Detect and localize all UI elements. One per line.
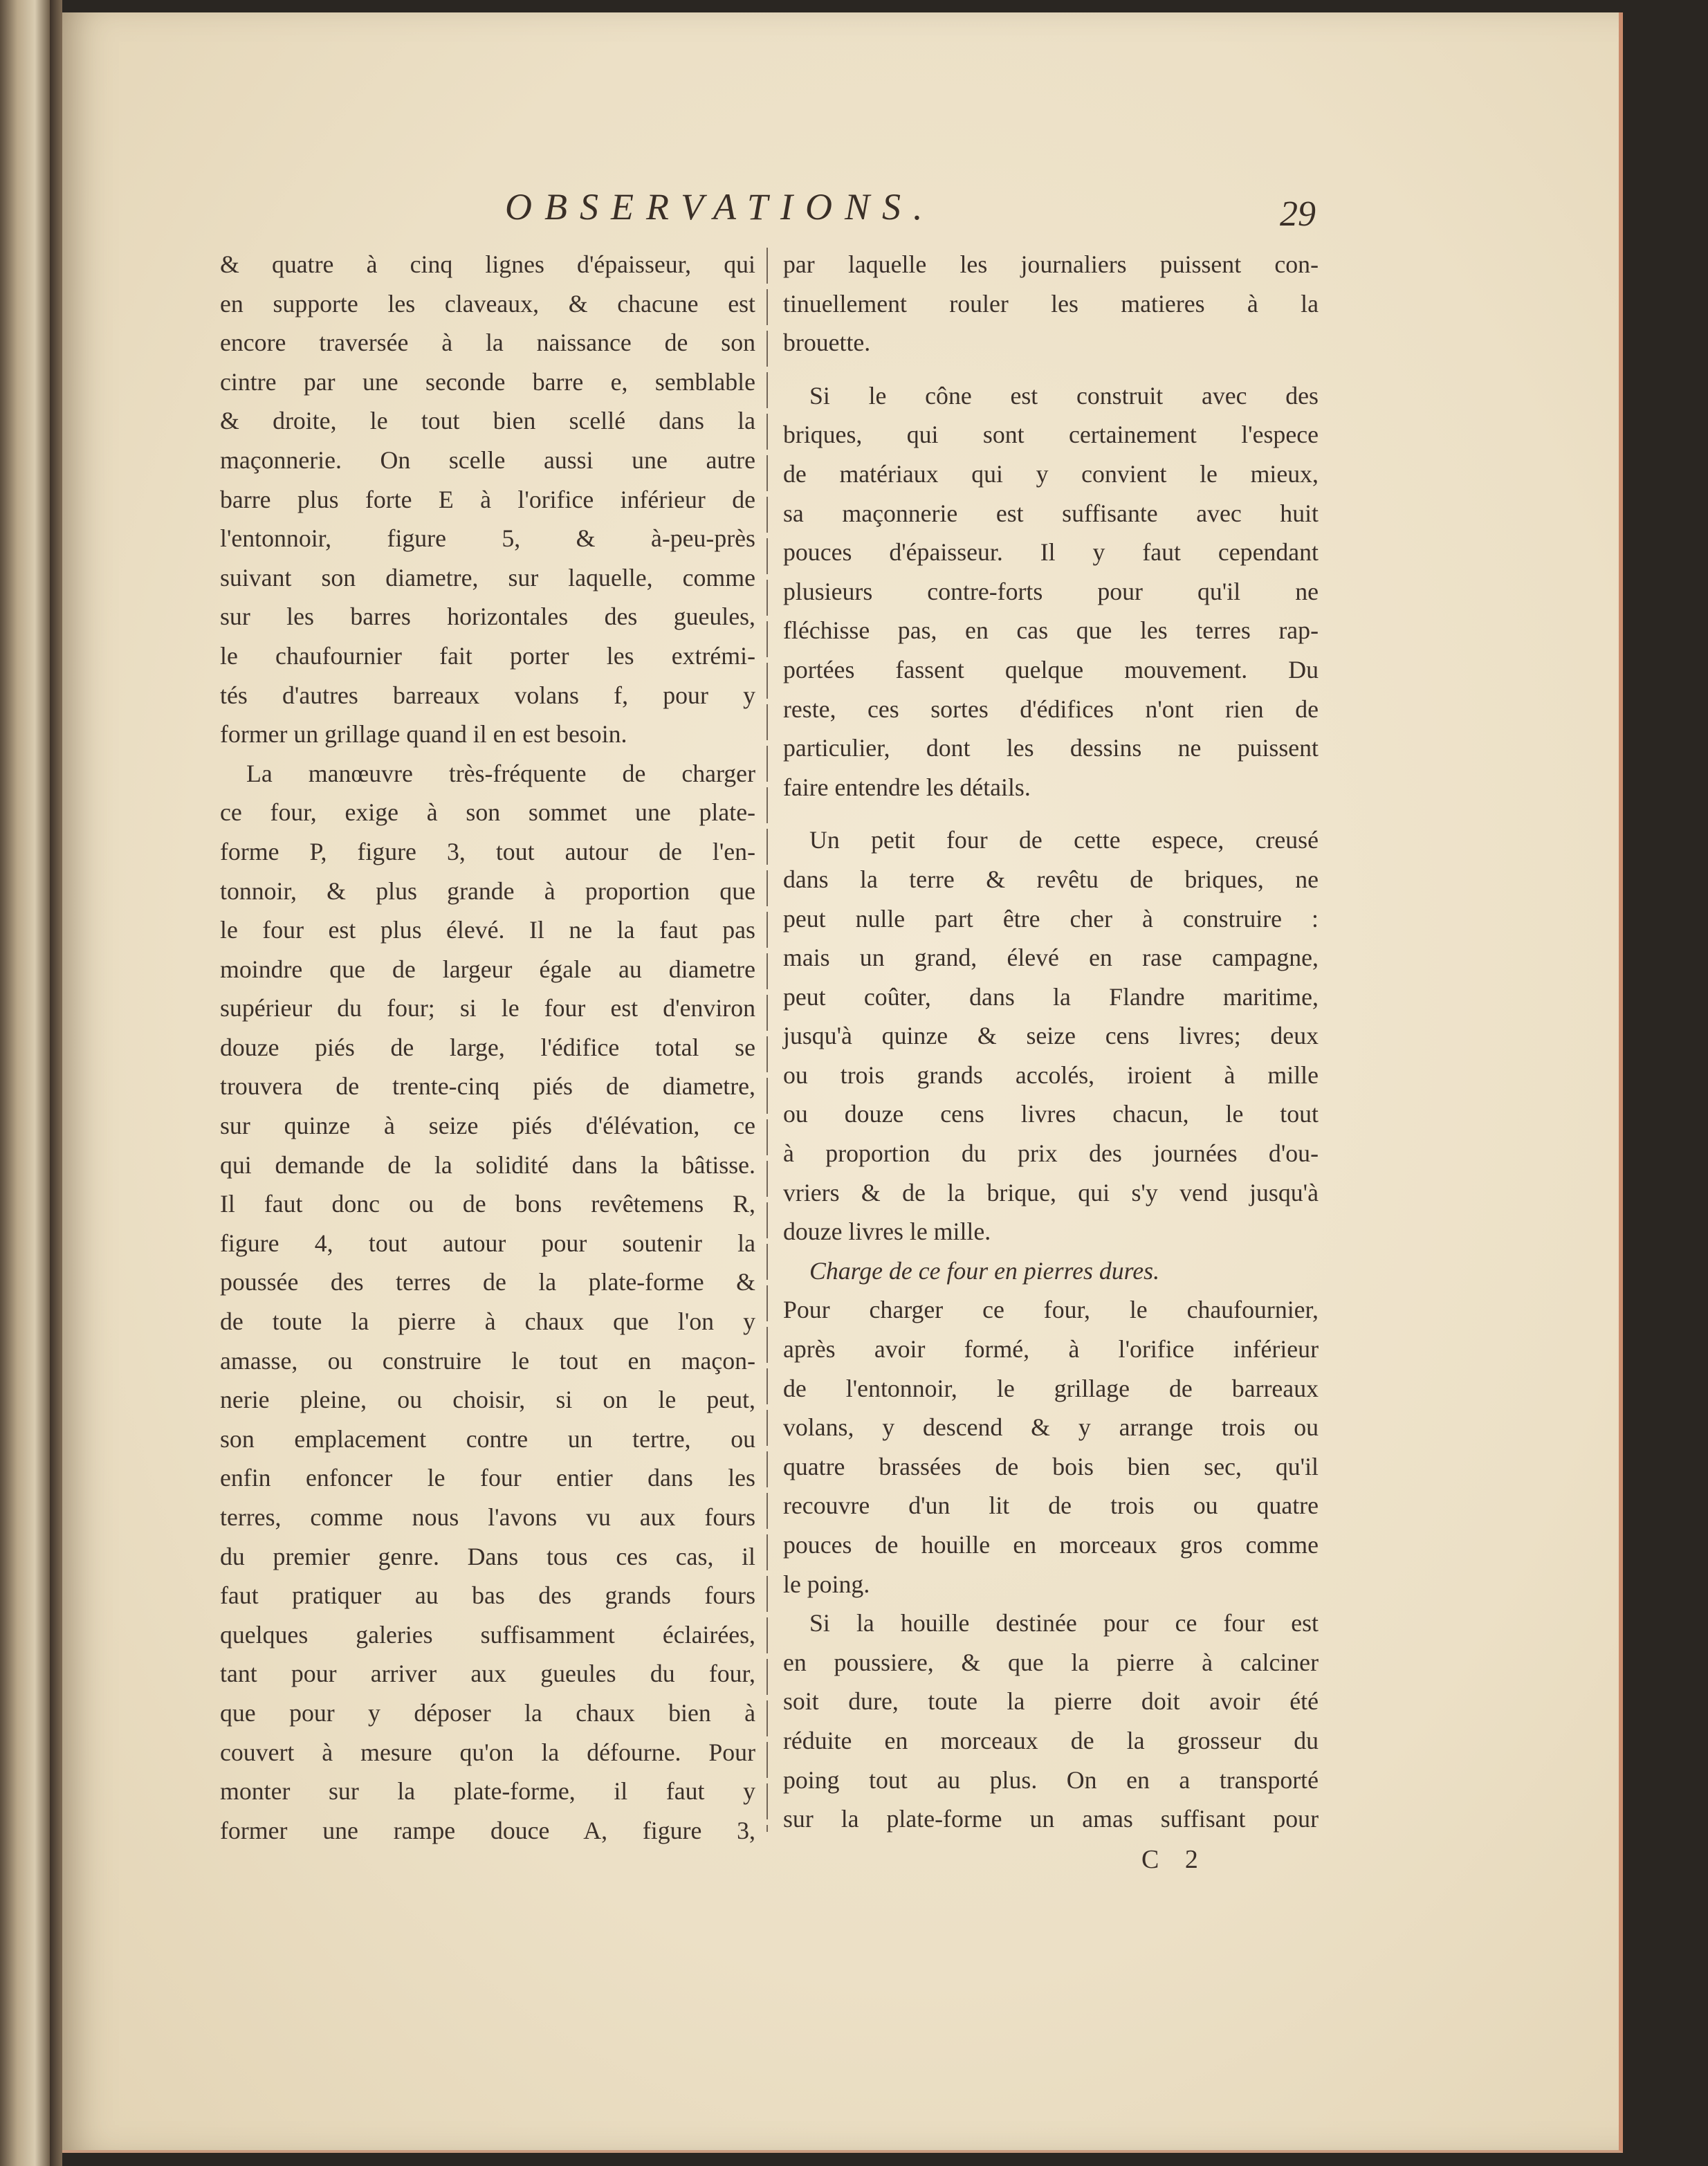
text-line: barre plus forte E à l'orifice inférieur de [220, 485, 755, 513]
text-line: pouces d'épaisseur. Il y faut cependant [783, 538, 1319, 567]
text-line: faire entendre les détails. [783, 773, 1031, 801]
text-line: enfin enfoncer le four entier dans les [220, 1464, 755, 1492]
text-line: maçonnerie. On scelle aussi une autre [220, 446, 755, 474]
text-line: plusieurs contre-forts pour qu'il ne [783, 577, 1319, 605]
text-line: qui demande de la solidité dans la bâtisse. [220, 1150, 755, 1179]
right-column [783, 245, 1319, 1839]
text-line: l'entonnoir, figure 5, & à-peu-près [220, 524, 755, 553]
text-line: de l'entonnoir, le grillage de barreaux [783, 1374, 1319, 1402]
text-line: & droite, le tout bien scellé dans la [220, 407, 755, 435]
text-line: de toute la pierre à chaux que l'on y [220, 1307, 755, 1336]
text-line: suivant son diametre, sur laquelle, comme [220, 563, 755, 591]
text-line: en poussiere, & que la pierre à calciner [783, 1648, 1319, 1676]
facing-page-edge [0, 0, 50, 2166]
text-line: tant pour arriver aux gueules du four, [220, 1660, 755, 1688]
text-line: recouvre d'un lit de trois ou quatre [783, 1492, 1319, 1520]
text-line: que pour y déposer la chaux bien à [220, 1698, 755, 1727]
text-line: en supporte les claveaux, & chacune est [220, 289, 755, 318]
text-line: La manœuvre très-fréquente de charger [246, 759, 755, 787]
text-line: trouvera de trente-cinq piés de diametre, [220, 1072, 755, 1101]
text-line: sur quinze à seize piés d'élévation, ce [220, 1112, 755, 1140]
text-line: monter sur la plate-forme, il faut y [220, 1777, 755, 1806]
text-line: former un grillage quand il en est besoin. [220, 720, 627, 749]
text-line: Un petit four de cette espece, creusé [809, 826, 1319, 854]
text-line: tés d'autres barreaux volans f, pour y [220, 681, 755, 709]
text-line: supérieur du four; si le four est d'environ [220, 994, 755, 1022]
running-head: OBSERVATIONS. [505, 186, 935, 228]
text-line: amasse, ou construire le tout en maçon- [220, 1346, 755, 1375]
text-line: nerie pleine, ou choisir, si on le peut, [220, 1386, 755, 1414]
text-line: le poing. [783, 1570, 870, 1598]
text-line: du premier genre. Dans tous ces cas, il [220, 1542, 755, 1570]
text-line: dans la terre & revêtu de briques, ne [783, 865, 1319, 893]
text-line: pouces de houille en morceaux gros comme [783, 1531, 1319, 1559]
column-divider [766, 248, 768, 1832]
text-line: brouette. [783, 329, 871, 357]
text-line: & quatre à cinq lignes d'épaisseur, qui [220, 250, 755, 278]
text-line: de matériaux qui y convient le mieux, [783, 459, 1319, 488]
text-line: faut pratiquer au bas des grands fours [220, 1581, 755, 1610]
text-line: sur les barres horizontales des gueules, [220, 603, 755, 631]
text-line: ce four, exige à son sommet une plate- [220, 798, 755, 827]
text-line: fléchisse pas, en cas que les terres rap- [783, 616, 1319, 645]
text-line: sur la plate-forme un amas suffisant pour [783, 1805, 1319, 1833]
text-line: quelques galeries suffisamment éclairées, [220, 1620, 755, 1649]
text-line: après avoir formé, à l'orifice inférieur [783, 1335, 1319, 1364]
text-line: peut nulle part être cher à construire : [783, 904, 1319, 933]
text-line: poussée des terres de la plate-forme & [220, 1268, 755, 1296]
text-line: reste, ces sortes d'édifices n'ont rien de [783, 695, 1319, 723]
page-number: 29 [1280, 194, 1316, 234]
text-line: Si le cône est construit avec des [809, 381, 1319, 410]
text-line: couvert à mesure qu'on la défourne. Pour [220, 1738, 755, 1766]
text-line: à proportion du prix des journées d'ou- [783, 1139, 1319, 1168]
section-heading: Charge de ce four en pierres dures. [809, 1256, 1160, 1285]
text-line: former une rampe douce A, figure 3, [220, 1816, 755, 1844]
text-line: ou douze cens livres chacun, le tout [783, 1100, 1319, 1128]
text-line: briques, qui sont certainement l'espece [783, 421, 1319, 449]
text-line: volans, y descend & y arrange trois ou [783, 1413, 1319, 1442]
text-line: encore traversée à la naissance de son [220, 329, 755, 357]
text-line: moindre que de largeur égale au diametre [220, 955, 755, 983]
text-line: sa maçonnerie est suffisante avec huit [783, 499, 1319, 527]
text-line: quatre brassées de bois bien sec, qu'il [783, 1452, 1319, 1480]
text-line: poing tout au plus. On en a transporté [783, 1765, 1319, 1794]
book-gutter [50, 0, 62, 2166]
text-line: douze livres le mille. [783, 1218, 991, 1246]
paragraph-gap [783, 807, 1319, 820]
text-line: particulier, dont les dessins ne puissent [783, 734, 1319, 762]
text-line: forme P, figure 3, tout autour de l'en- [220, 837, 755, 865]
text-line: jusqu'à quinze & seize cens livres; deux [783, 1022, 1319, 1050]
text-line: vriers & de la brique, qui s'y vend jusqu'à [783, 1178, 1319, 1206]
text-line: le four est plus élevé. Il ne la faut pas [220, 916, 755, 944]
text-line: Pour charger ce four, le chaufournier, [783, 1296, 1319, 1324]
text-line: mais un grand, élevé en rase campagne, [783, 944, 1319, 972]
text-line: soit dure, toute la pierre doit avoir été [783, 1687, 1319, 1716]
text-line: Si la houille destinée pour ce four est [809, 1609, 1319, 1637]
text-line: cintre par une seconde barre e, semblable [220, 367, 755, 396]
text-line: le chaufournier fait porter les extrémi- [220, 641, 755, 670]
text-line: son emplacement contre un tertre, ou [220, 1424, 755, 1453]
text-line: Il faut donc ou de bons revêtemens R, [220, 1190, 755, 1218]
text-line: douze piés de large, l'édifice total se [220, 1033, 755, 1061]
left-column [220, 245, 755, 1850]
text-line: figure 4, tout autour pour soutenir la [220, 1229, 755, 1257]
text-line: tinuellement rouler les matieres à la [783, 289, 1319, 318]
text-line: réduite en morceaux de la grosseur du [783, 1726, 1319, 1754]
book-page [62, 12, 1623, 2153]
text-line: terres, comme nous l'avons vu aux fours [220, 1503, 755, 1531]
text-line: peut coûter, dans la Flandre maritime, [783, 982, 1319, 1011]
text-line: tonnoir, & plus grande à proportion que [220, 877, 755, 905]
paragraph-gap [783, 362, 1319, 376]
signature-mark: C 2 [1141, 1845, 1208, 1874]
text-line: portées fassent quelque mouvement. Du [783, 655, 1319, 683]
text-line: ou trois grands accolés, iroient à mille [783, 1061, 1319, 1089]
text-line: par laquelle les journaliers puissent con- [783, 250, 1319, 278]
